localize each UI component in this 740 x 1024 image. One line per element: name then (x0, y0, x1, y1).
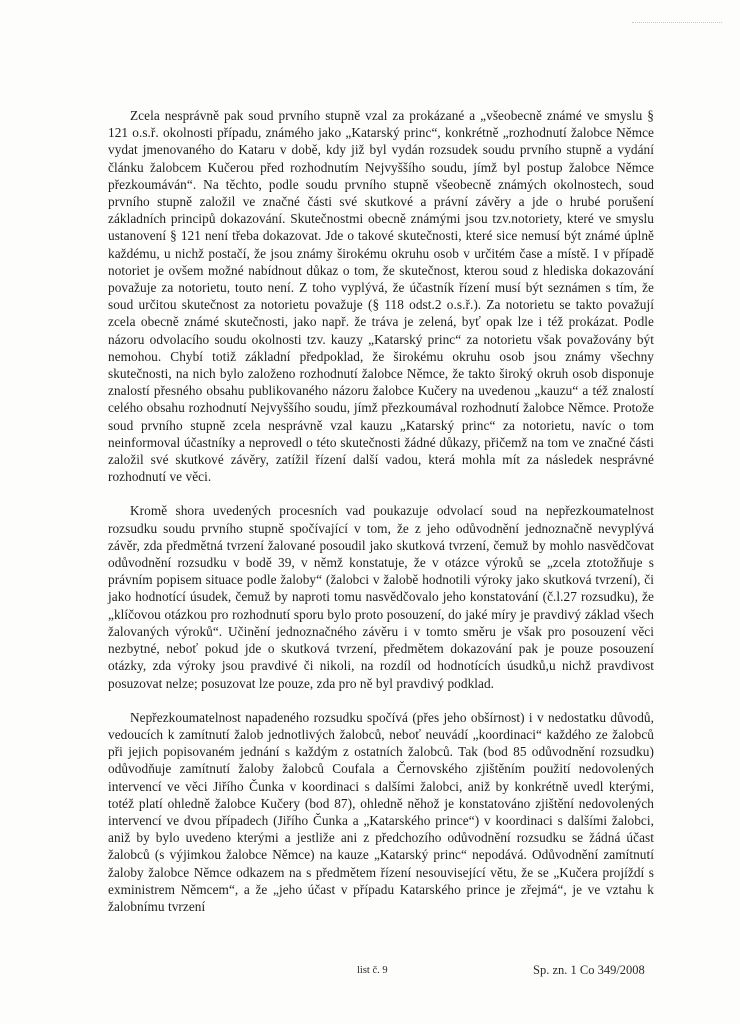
paragraph-unreviewability: Kromě shora uvedených procesních vad poukazuje odvolací soud na nepřezkoumatelnost rozsudku soudu prvního stupně spočívající v tom, že z jeho odůvodnění jednoznačně nevyplývá závěr, zda předmětná tvrzení žalované posoudil jako skutková tvrzení, čemuž by mohlo nasvědčovat odůvodnění rozsudku v bodě 39, v němž konstatuje, že v otázce výroků se „zcela ztotožňuje s právním popisem situace podle žaloby“ (žalobci v žalobě hodnotili výroky jako skutková tvrzení), či jako hodnotící úsudek, čemuž by naproti tomu nasvědčovalo jeho konstatování (č.l.27 rozsudku), že „klíčovou otázkou pro rozhodnutí sporu bylo proto posouzení, do jaké míry je pravdivý základ všech žalovaných výroků“. Učinění jednoznačného závěru i v tomto směru je však pro posouzení věci nezbytné, neboť pokud jde o skutková tvrzení, předmětem dokazování pak je pouze posouzení otázky, zda výroky jsou pravdivé či nikoli, na rozdíl od hodnotících úsudků,u nichž pravdivost posuzovat nelze; posuzovat lze pouze, zda pro ně byl pravdivý podklad. (108, 503, 654, 691)
case-number: Sp. zn. 1 Co 349/2008 (533, 963, 645, 977)
paragraph-lack-of-reasons: Nepřezkoumatelnost napadeného rozsudku spočívá (přes jeho obšírnost) i v nedostatku důvodů, vedoucích k zamítnutí žalob jednotlivých žalobců, neboť neuvádí „koordinaci“ každého ze žalobců při jejich popisovaném jednání s každým z ostatních žalobců. Tak (bod 85 odůvodnění rozsudku) odůvodňuje zamítnutí žaloby žalobců Coufala a Černovského zjištěním použití nedovolených intervencí ve věci Jiřího Čunka v koordinaci s dalšími žalobci, aniž by konkrétně uvedl kterými, totéž platí ohledně žalobce Kučery (bod 87), ohledně něhož je konstatováno zjištění nedovolených intervencí ve dvou případech (Jiřího Čunka a „Katarského prince“) v koordinaci s dalšími žalobci, aniž by bylo uvedeno kterými a jestliže ani z předchozího odůvodnění rozsudku se žádná účast žalobců (s výjimkou žalobce Němce) na kauze „Katarský princ“ nepodává. Odůvodnění zamítnutí žaloby žalobce Němce odkazem na s předmětem řízení nesouvisející větu, že se „Kučera projíždí s exministrem Němcem“, a že „jeho účast v případu Katarského prince je zřejmá“, je ve vztahu k žalobnímu tvrzení (108, 709, 654, 914)
document-body (108, 107, 654, 915)
paragraph-notoriety: Zcela nesprávně pak soud prvního stupně vzal za prokázané a „všeobecně známé ve smyslu § 121 o.s.ř. okolnosti případu, známého jako „Katarský princ“, konkrétně „rozhodnutí žalobce Němce vydat jmenovaného do Kataru v době, kdy již byl vydán rozsudek soudu prvního stupně a vydání článku žalobcem Kučerou před rozhodnutím Nejvyššího soudu, jímž byl postup žalobce Němce přezkoumáván“. Na těchto, podle soudu prvního stupně všeobecně známých okolnostech, soud prvního stupně založil ve značné části své skutkové a právní závěry a jde o hrubé porušení základních principů dokazování. Skutečnostmi obecně známými jsou tzv.notoriety, které ve smyslu ustanovení § 121 není třeba dokazovat. Jde o takové skutečnosti, které sice nemusí být známé úplně každému, u nichž postačí, že jsou známy širokému okruhu osob v určitém čase a místě. I v případě notoriet je ovšem možné nabídnout důkaz o tom, že skutečnost, kterou soud z hlediska dokazování považuje za notorietu, touto není. Z toho vyplývá, že účastník řízení musí být seznámen s tím, že soud určitou skutečnost za notorietu považuje (§ 118 odst.2 o.s.ř.). Za notorietu se takto považují zcela obecně známé skutečnosti, jako např. že tráva je zelená, byť opak lze i též prokázat. Podle názoru odvolacího soudu okolnosti tzv. kauzy „Katarský princ“ za notorietu však považovány být nemohou. Chybí totiž základní předpoklad, že širokému okruhu osob jsou známy všechny skutečnosti, na nich bylo založeno rozhodnutí žalobce Němce, že takto široký okruh osob disponuje znalostí přesného obsahu publikovaného názoru žalobce Kučery na uvedenou „kauzu“ a též znalostí celého obsahu rozhodnutí Nejvyššího soudu, jímž přezkoumával rozhodnutí žalobce Němce. Protože soud prvního stupně zcela nesprávně vzal kauzu „Katarský princ“ za notorietu, navíc o tom neinformoval účastníky a neprovedl o této skutečnosti žádné důkazy, přičemž na tom ve značné části založil své skutkové závěry, zatížil řízení další vadou, která mohla mít za následek nesprávné rozhodnutí ve věci. (108, 108, 654, 485)
scan-artifact (632, 22, 722, 24)
sheet-number: list č. 9 (357, 965, 388, 976)
